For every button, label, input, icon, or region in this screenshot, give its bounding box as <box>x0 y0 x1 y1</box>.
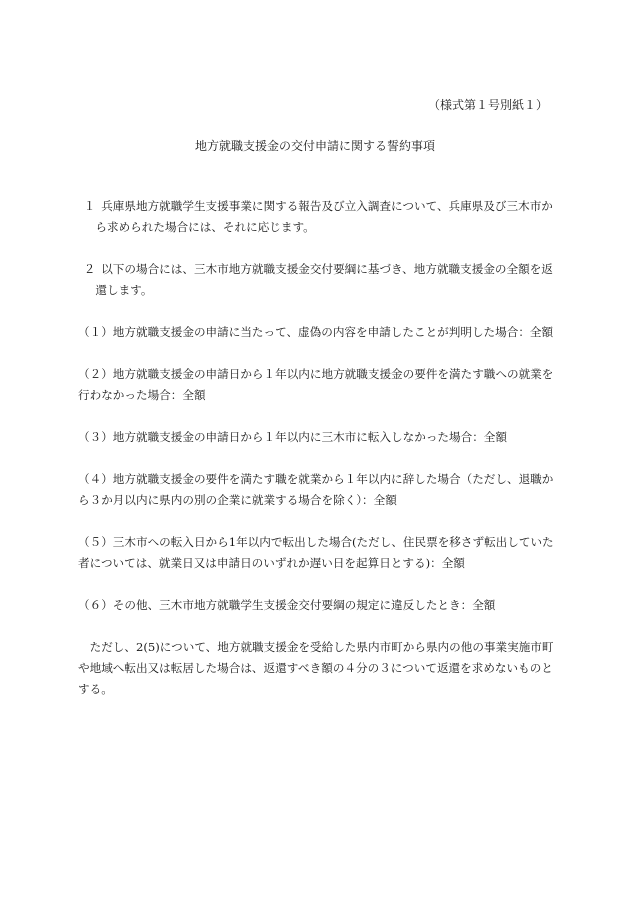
pledge-item-text: 兵庫県地方就職学生支援事業に関する報告及び立入調査について、兵庫県及び三木市から求められた場合には、それに応じます。 <box>95 199 553 234</box>
repayment-condition-1: （１）地方就職支援金の申請に当たって、虚偽の内容を申請したことが判明した場合：全額 <box>78 325 554 339</box>
document-title: 地方就職支援金の交付申請に関する誓約事項 <box>194 139 435 153</box>
repayment-condition-4: （４）地方就職支援金の要件を満たす職を就業から１年以内に辞した場合（ただし、退職から３か月以内に県内の別の企業に就業する場合を除く）：全額 <box>78 472 554 507</box>
pledge-item-2 <box>78 259 554 301</box>
pledge-item-text: 以下の場合には、三木市地方就職支援金交付要綱に基づき、地方就職支援金の全額を返還します。 <box>95 262 553 297</box>
pledge-item-1 <box>78 196 554 238</box>
repayment-condition-2: （２）地方就職支援金の申請日から１年以内に地方就職支援金の要件を満たす職への就業を行わなかった場合：全額 <box>78 367 554 402</box>
closing-proviso: ただし、2(5)について、地方就職支援金を受給した県内市町から県内の他の事業実施市町や地域へ転出又は転居した場合は、返還すべき額の４分の３について返還を求めないものとする。 <box>78 640 554 696</box>
repayment-condition-3: （３）地方就職支援金の申請日から１年以内に三木市に転入しなかった場合：全額 <box>78 430 507 444</box>
form-number-label: （様式第１号別紙１） <box>427 98 548 112</box>
repayment-condition-6: （６）その他、三木市地方就職学生支援金交付要綱の規定に違反したとき：全額 <box>78 598 496 612</box>
document-body <box>78 196 554 700</box>
pledge-item-number: １ <box>83 199 96 213</box>
repayment-condition-5: （５）三木市への転入日から1年以内で転出した場合(ただし、住民票を移さず転出していた者については、就業日又は申請日のいずれか遅い日を起算日とする)：全額 <box>78 535 554 570</box>
pledge-item-number: ２ <box>83 262 96 276</box>
